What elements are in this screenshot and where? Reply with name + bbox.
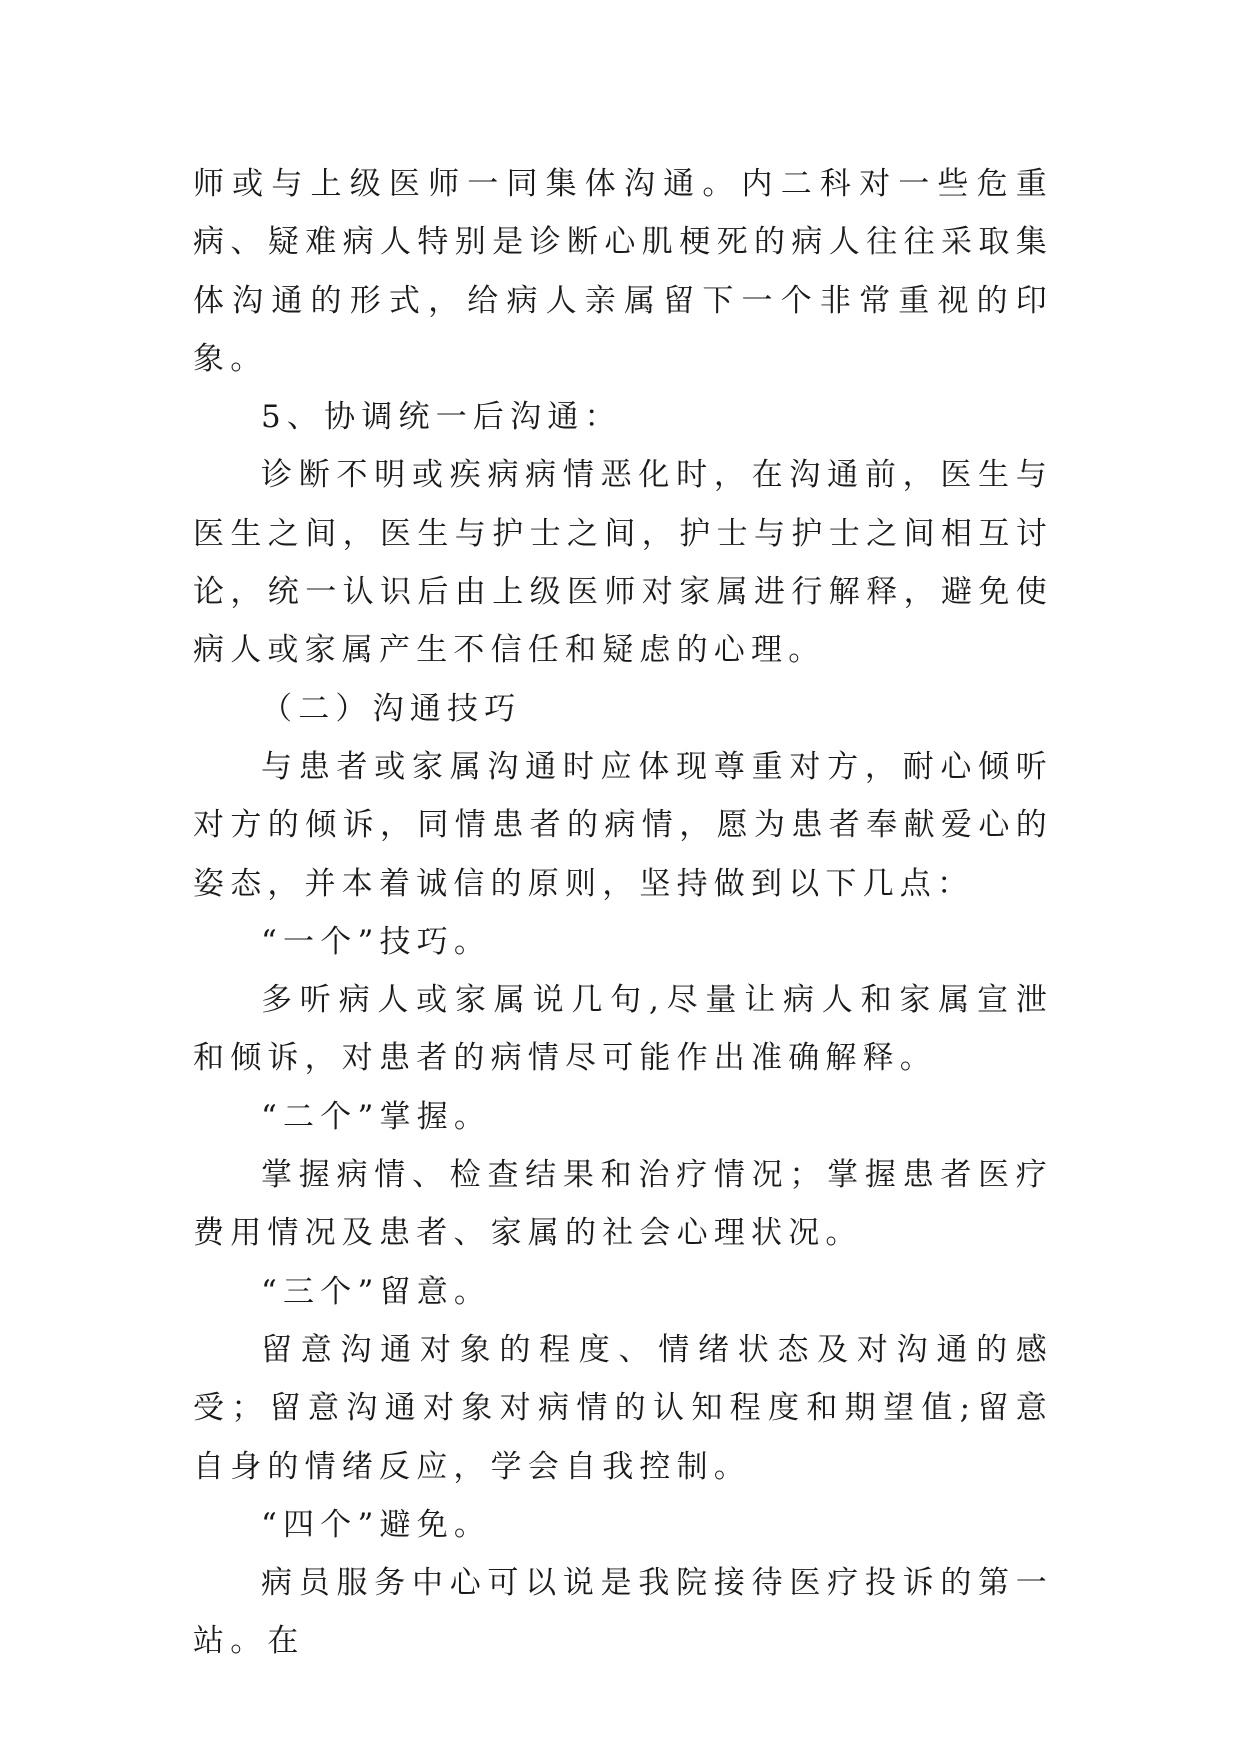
subheading: “一个”技巧。 — [261, 923, 492, 960]
subheading: “三个”留意。 — [261, 1273, 492, 1310]
subheading: “四个”避免。 — [261, 1506, 492, 1543]
paragraph: 诊断不明或疾病病情恶化时，在沟通前，医生与医生之间，医生与护士之间，护士与护士之间相互讨论，统一认识后由上级医师对家属进行解释，避免使病人或家属产生不信任和疑虑的心理。 — [193, 457, 1053, 669]
paragraph: 师或与上级医师一同集体沟通。内二科对一些危重病、疑难病人特别是诊断心肌梗死的病人往往采取集体沟通的形式，给病人亲属留下一个非常重视的印象。 — [193, 166, 1053, 377]
paragraph: 留意沟通对象的程度、情绪状态及对沟通的感受；留意沟通对象对病情的认知程度和期望值;留意自身的情绪反应，学会自我控制。 — [193, 1331, 1053, 1485]
paragraph: 病员服务中心可以说是我院接待医疗投诉的第一站。在 — [193, 1565, 1053, 1660]
document-body — [193, 155, 1053, 1671]
section-heading: （二）沟通技巧 — [261, 690, 522, 727]
subheading: “二个”掌握。 — [261, 1098, 492, 1135]
paragraph: 多听病人或家属说几句,尽量让病人和家属宣泄和倾诉，对患者的病情尽可能作出准确解释。 — [193, 982, 1053, 1077]
section-heading: 5、协调统一后沟通： — [261, 399, 622, 436]
paragraph: 掌握病情、检查结果和治疗情况；掌握患者医疗费用情况及患者、家属的社会心理状况。 — [193, 1157, 1053, 1252]
paragraph: 与患者或家属沟通时应体现尊重对方，耐心倾听对方的倾诉，同情患者的病情，愿为患者奉献爱心的姿态，并本着诚信的原则，坚持做到以下几点： — [193, 748, 1053, 902]
